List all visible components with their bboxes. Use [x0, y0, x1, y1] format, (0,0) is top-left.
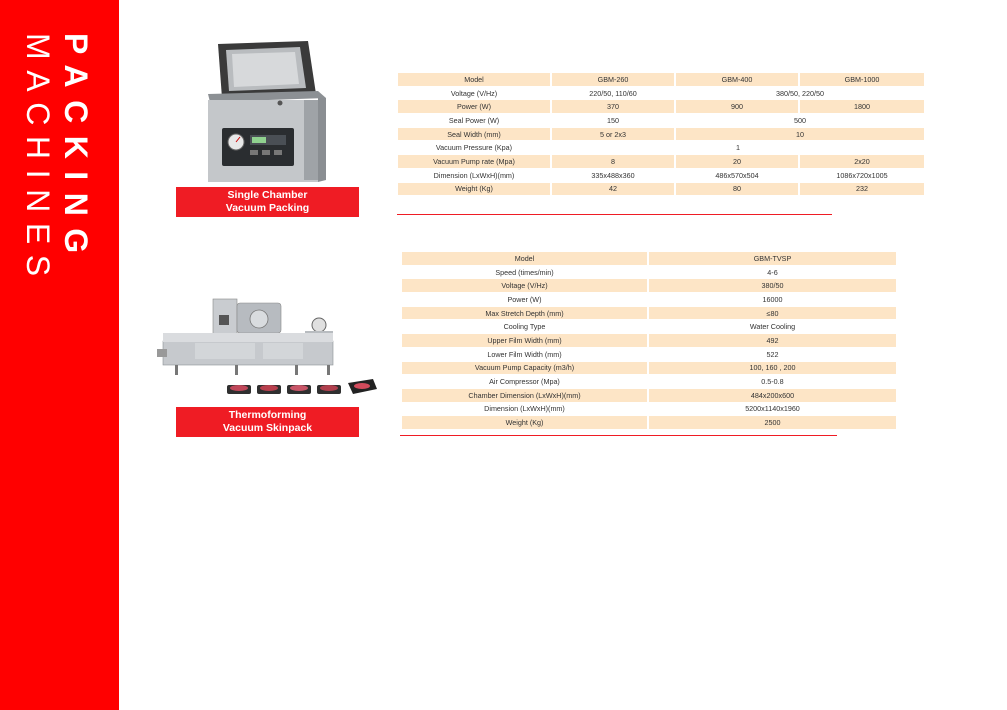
table-cell: 335x488x360 — [552, 169, 674, 182]
table-header-cell: GBM-400 — [676, 73, 798, 86]
table-label-cell: Vacuum Pressure (Kpa) — [398, 141, 550, 154]
sidebar — [0, 0, 119, 710]
table-cell: 900 — [676, 100, 798, 113]
table-cell: 0.5-0.8 — [649, 375, 896, 388]
caption-line-1: Thermoforming — [228, 409, 307, 421]
table-cell: 10 — [676, 128, 924, 141]
table-label-cell: Speed (times/min) — [402, 266, 647, 279]
table-label-cell: Lower Film Width (mm) — [402, 348, 647, 361]
table-label-cell: Cooling Type — [402, 320, 647, 333]
table-label-cell: Chamber Dimension (LxWxH)(mm) — [402, 389, 647, 402]
table-label-cell: Weight (Kg) — [402, 416, 647, 429]
table-cell: 1 — [552, 141, 924, 154]
table-cell: 220/50, 110/60 — [552, 87, 674, 100]
table-row — [398, 155, 924, 168]
table-label-cell: Upper Film Width (mm) — [402, 334, 647, 347]
table-label-cell: Weight (Kg) — [398, 183, 550, 196]
table-cell: 380/50, 220/50 — [676, 87, 924, 100]
table-cell: 522 — [649, 348, 896, 361]
table-row — [402, 375, 896, 388]
table-cell: 20 — [676, 155, 798, 168]
table-header-cell: GBM-1000 — [800, 73, 924, 86]
spec-table-thermoforming — [400, 251, 898, 430]
table-row — [402, 279, 896, 292]
table-cell: 4-6 — [649, 266, 896, 279]
table-row — [402, 252, 896, 265]
table-row — [398, 128, 924, 141]
product-caption-thermoforming — [176, 407, 359, 437]
sidebar-title-packing: PACKING — [58, 33, 94, 266]
table-row — [398, 73, 924, 86]
table-label-cell: Dimension (LxWxH)(mm) — [402, 403, 647, 416]
table-cell: 232 — [800, 183, 924, 196]
table-label-cell: Voltage (V/Hz) — [398, 87, 550, 100]
table-label-cell: Seal Width (mm) — [398, 128, 550, 141]
table-label-cell: Dimension (LxWxH)(mm) — [398, 169, 550, 182]
table-header-cell: Model — [398, 73, 550, 86]
table-header-cell: GBM-TVSP — [649, 252, 896, 265]
table-cell: 42 — [552, 183, 674, 196]
table-row — [398, 169, 924, 182]
table-row — [402, 348, 896, 361]
table-cell: 100, 160 , 200 — [649, 362, 896, 375]
table-label-cell: Air Compressor (Mpa) — [402, 375, 647, 388]
table-row — [402, 389, 896, 402]
table-row — [398, 183, 924, 196]
table-label-cell: Power (W) — [402, 293, 647, 306]
table-label-cell: Power (W) — [398, 100, 550, 113]
table-cell: 370 — [552, 100, 674, 113]
table-cell: 8 — [552, 155, 674, 168]
table-cell: 5200x1140x1960 — [649, 403, 896, 416]
table-row — [398, 141, 924, 154]
table-header-cell: Model — [402, 252, 647, 265]
table-cell: ≤80 — [649, 307, 896, 320]
table-row — [402, 320, 896, 333]
table-cell: 380/50 — [649, 279, 896, 292]
spec-table-single-chamber — [396, 72, 926, 196]
table-row — [402, 362, 896, 375]
sidebar-title-machines: MACHINES — [20, 33, 56, 287]
thermoforming-machine-image — [155, 293, 380, 401]
table-label-cell: Max Stretch Depth (mm) — [402, 307, 647, 320]
table-label-cell: Voltage (V/Hz) — [402, 279, 647, 292]
table-cell: 2500 — [649, 416, 896, 429]
caption-line-1: Single Chamber — [227, 189, 308, 201]
table-cell: 484x200x600 — [649, 389, 896, 402]
table-header-cell: GBM-260 — [552, 73, 674, 86]
table-label-cell: Vacuum Pump Capacity (m3/h) — [402, 362, 647, 375]
table-row — [402, 416, 896, 429]
table-row — [398, 114, 924, 127]
caption-line-2: Vacuum Packing — [225, 202, 310, 214]
table-cell: 486x570x504 — [676, 169, 798, 182]
divider-line — [400, 435, 837, 436]
single-chamber-machine-image — [200, 36, 335, 184]
table-label-cell: Vacuum Pump rate (Mpa) — [398, 155, 550, 168]
table-cell: 1800 — [800, 100, 924, 113]
table-cell: 2x20 — [800, 155, 924, 168]
table-row — [402, 334, 896, 347]
table-row — [398, 87, 924, 100]
table-label-cell: Seal Power (W) — [398, 114, 550, 127]
table-cell: 16000 — [649, 293, 896, 306]
table-row — [402, 293, 896, 306]
caption-line-2: Vacuum Skinpack — [222, 422, 313, 434]
product-caption-single-chamber — [176, 187, 359, 217]
table-cell: Water Cooling — [649, 320, 896, 333]
table-cell: 500 — [676, 114, 924, 127]
table-cell: 5 or 2x3 — [552, 128, 674, 141]
table-cell: 80 — [676, 183, 798, 196]
table-cell: 150 — [552, 114, 674, 127]
table-row — [402, 307, 896, 320]
table-row — [402, 266, 896, 279]
table-row — [402, 403, 896, 416]
divider-line — [397, 214, 832, 215]
table-row — [398, 100, 924, 113]
table-cell: 492 — [649, 334, 896, 347]
table-cell: 1086x720x1005 — [800, 169, 924, 182]
